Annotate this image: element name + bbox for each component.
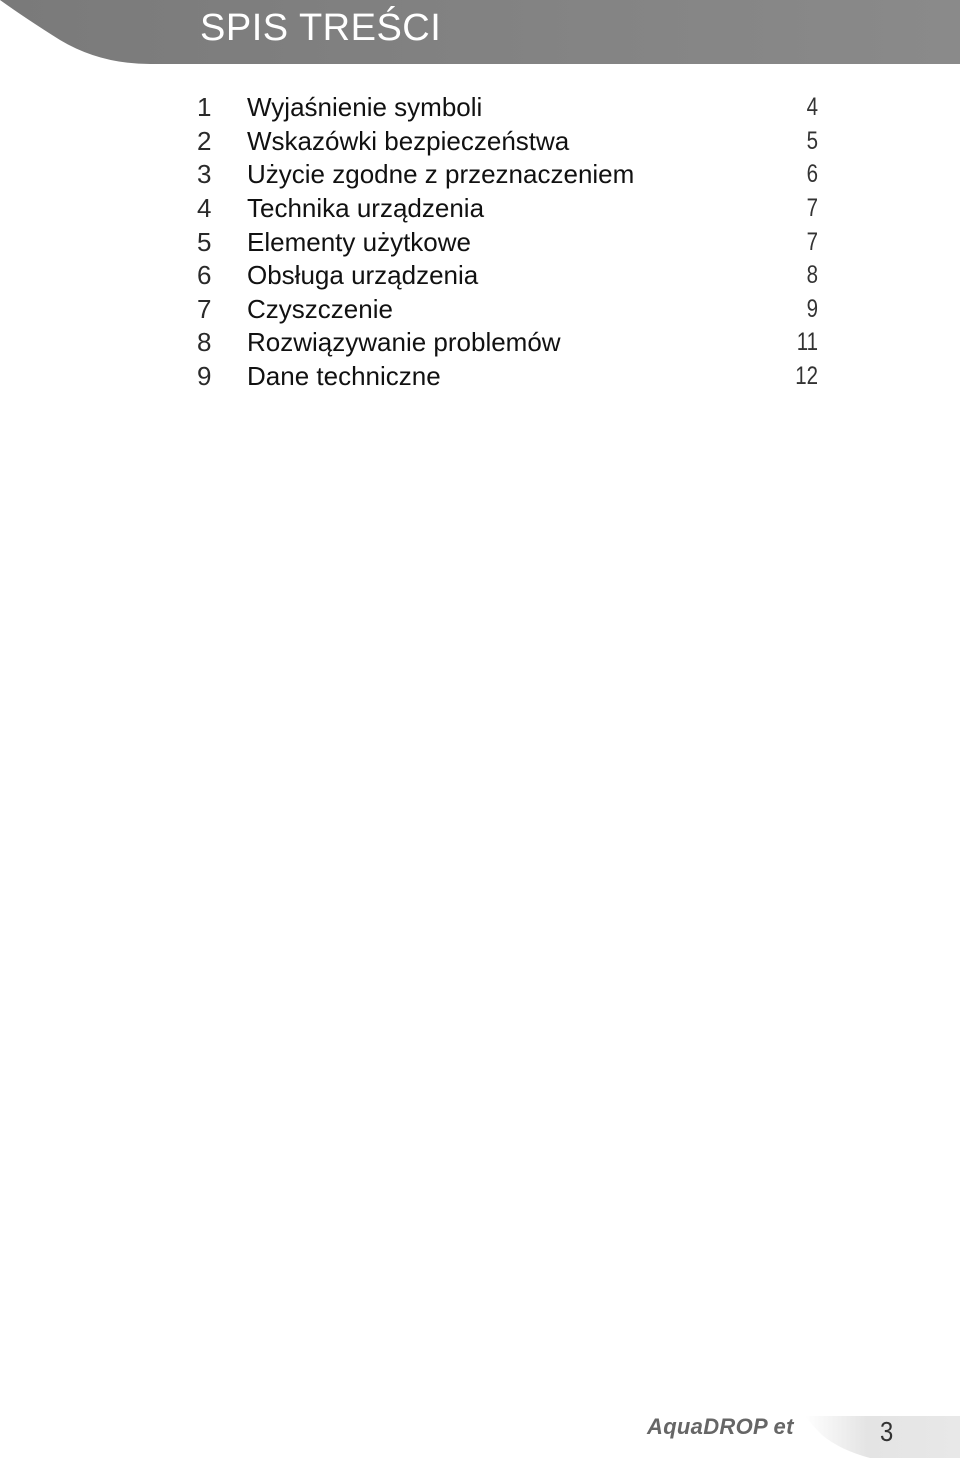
toc-entry-title: Wskazówki bezpieczeństwa [247,125,570,156]
footer-band [0,1400,960,1458]
toc-entry[interactable] [196,192,818,226]
toc-entry-title: Rozwiązywanie problemów [247,327,561,358]
page-number: 3 [880,1416,894,1447]
toc-entry-title: Użycie zgodne z przeznaczeniem [247,159,635,190]
brand-logo: AquaDROP et [647,1414,794,1439]
toc-entry-title: Czyszczenie [247,293,393,324]
toc-entry[interactable] [196,225,818,259]
toc-entry-page: 7 [806,194,818,223]
toc-entry-number: 2 [197,125,212,156]
header-band [0,0,960,64]
toc-entry-number: 9 [197,361,212,392]
toc-entry-page: 9 [806,294,818,323]
toc-entry-title: Wyjaśnienie symboli [247,92,483,123]
header-band-shape [0,0,960,64]
toc-entry-number: 3 [197,159,212,190]
toc-entry-title: Obsługa urządzenia [247,260,479,291]
toc-entry-title: Elementy użytkowe [247,226,471,257]
toc-entry-number: 8 [197,327,212,358]
toc-entry[interactable] [196,158,818,192]
toc-entry-number: 4 [197,193,212,224]
toc-entry-page: 8 [806,261,818,290]
table-of-contents [196,91,818,393]
toc-entry-page: 7 [806,227,818,256]
toc-entry[interactable] [196,360,818,394]
page-title: SPIS TREŚCI [200,7,442,49]
toc-entry[interactable] [196,293,818,327]
toc-entry-number: 5 [197,226,212,257]
toc-entry[interactable] [196,91,818,125]
toc-entry-number: 6 [197,260,212,291]
toc-entry-page: 12 [795,362,818,391]
toc-entry-page: 6 [806,160,818,189]
toc-entry-number: 7 [197,293,212,324]
toc-entry-page: 4 [806,93,818,122]
footer-band-shape [0,1400,960,1458]
toc-entry[interactable] [196,326,818,360]
toc-entry-title: Technika urządzenia [247,193,485,224]
toc-entry-page: 5 [806,126,818,155]
toc-entry[interactable] [196,259,818,293]
toc-entry-page: 11 [796,328,818,357]
toc-entry[interactable] [196,125,818,159]
toc-entry-title: Dane techniczne [247,361,441,392]
toc-entry-number: 1 [197,92,212,123]
